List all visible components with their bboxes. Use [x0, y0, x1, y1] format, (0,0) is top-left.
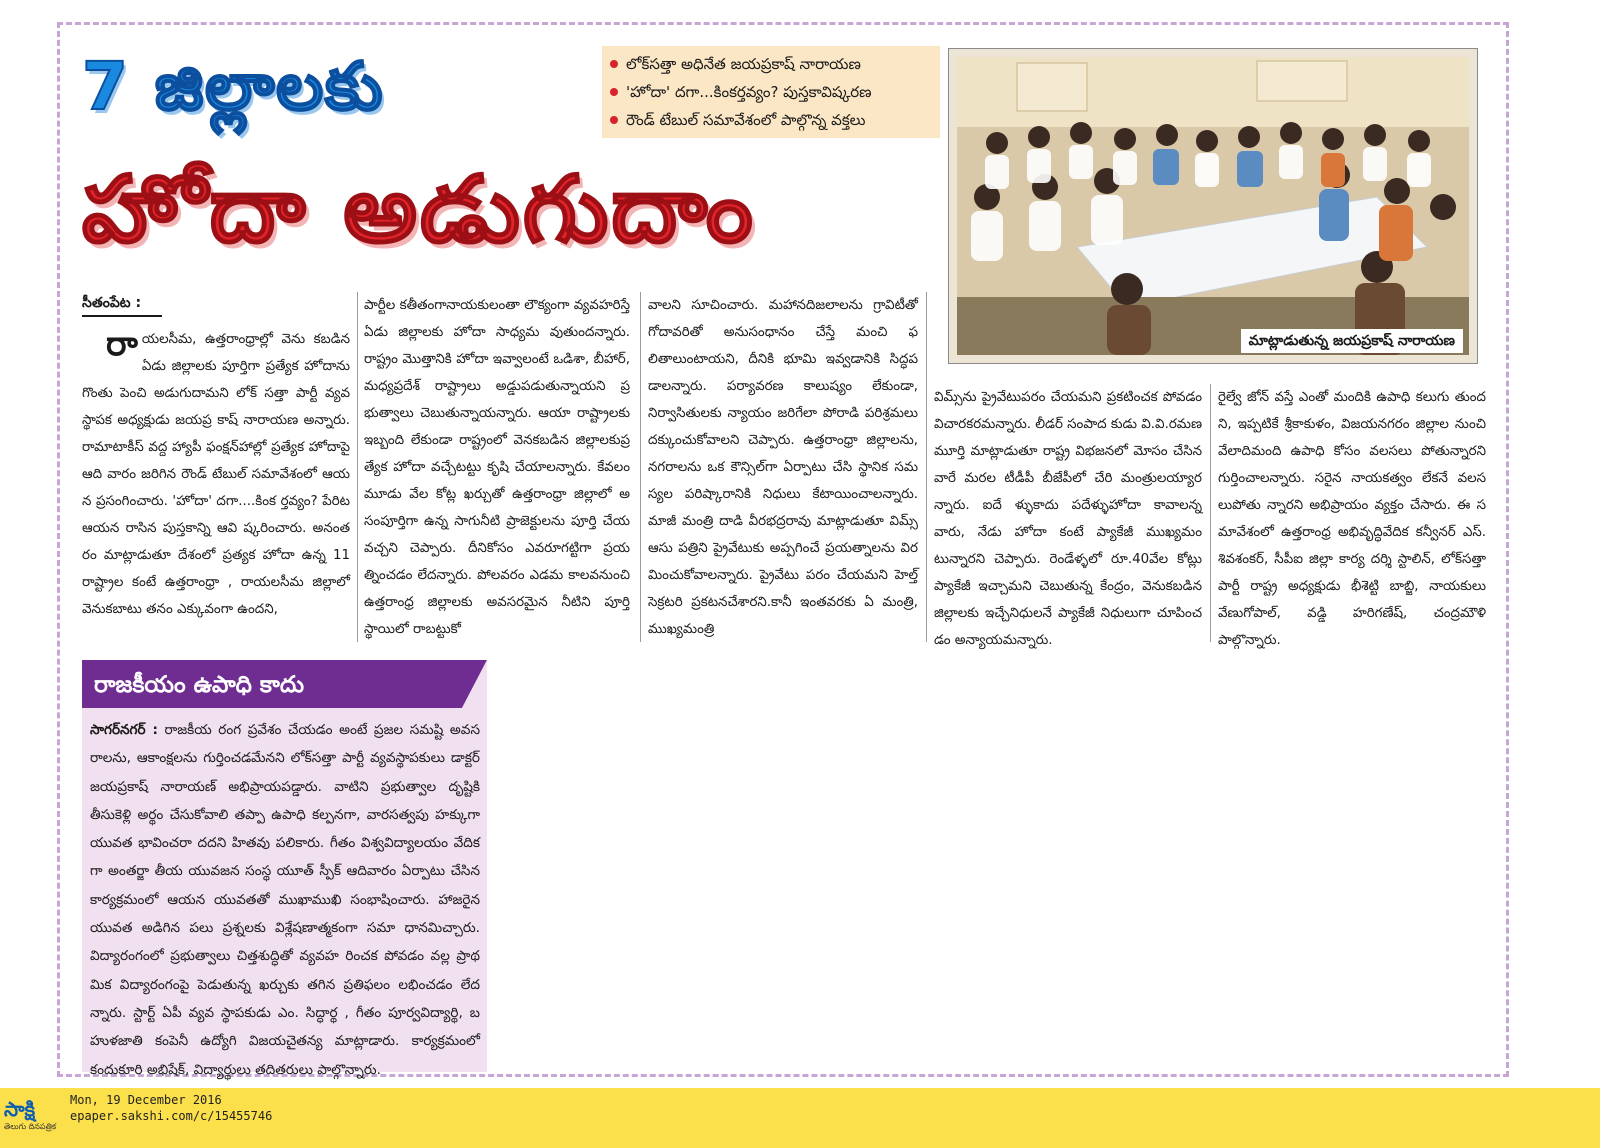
box-title: రాజకీయం ఉపాధి కాదు	[94, 672, 305, 698]
sidebar-story-box	[82, 660, 487, 1078]
box-location: సాగర్‌నగర్ :	[90, 722, 158, 738]
highlight-item	[610, 106, 932, 134]
article-column-3: వాలని సూచించారు. మహానదిజలాలను గ్రావిటీతో గోదావరితో అనుసంధానం చేస్తే మంచి ఫలితాలుంటాయని, దీనికి భూమి ఇవ్వడానికి సిద్ధపడాలన్నారు. పర్యావరణ కాలుష్యం లేకుండా, నిర్వాసితులకు న్యాయం జరిగేలా పోరాడి పరిశ్రమలు దక్కుంచుకోవాలని చెప్పారు. ఉత్తరాంధ్రా జిల్లాలను, నగరాలను ఒక కౌన్సిల్‌గా ఏర్పాటు చేసి స్థానిక సమస్యల పరిష్కారానికి నిధులు కేటాయించాలన్నారు. మాజీ మంత్రి దాడి వీరభద్రరావు మాట్లాడుతూ విమ్స్ ఆసు పత్రిని ప్రైవేటుకు అప్పగించే ప్రయత్నాలను విరమించుకోవాలన్నారు. ప్రైవేటు పరం చేయమని హెల్త్ సెక్రటరి ప్రకటనచేశారని.కానీ ఇంతవరకు ఏ మంత్రి, ముఖ్యమంత్రి	[648, 298, 918, 637]
photo-caption: మాట్లాడుతున్న జయప్రకాష్ నారాయణ	[1241, 329, 1463, 353]
bullet-icon	[610, 116, 618, 124]
highlight-item	[610, 50, 932, 78]
column-divider	[926, 292, 927, 642]
highlight-text: 'హోదా' దగా...కింకర్తవ్యం? పుస్తకావిష్కరణ	[626, 83, 872, 101]
sakshi-logo	[4, 1096, 64, 1138]
headline-line-1: 7 జిల్లాలకు	[82, 48, 385, 125]
column-divider	[640, 292, 641, 642]
article-column-4: విమ్స్‌ను ప్రైవేటుపరం చేయమని ప్రకటించక పోవడం విచారకరమన్నారు. లీడర్ సంపాద కుడు వి.వి.రమణమూర్తి మాట్లాడుతూ రాష్ట్ర విభజనలో మోసం చేసిన వారే మరల టీడీపీ బీజేపీలో చేరి మంత్రులయ్యారన్నారు. ఐదే ళ్ళుకాదు పదేళ్ళుహోదా కావాలన్న వారు, నేడు హోదా కంటే ప్యాకేజీ ముఖ్యమం టున్నారని చెప్పారు. రెండేళ్ళలో రూ.40వేల కోట్లు ప్యాకేజీ ఇచ్చామని చెబుతున్న కేంద్రం, వెనుకబడిన జిల్లాలకు ఇచ్చేనిధులనే ప్యాకేజీ నిధులుగా చూపించడం అన్యాయమన్నారు.	[934, 390, 1203, 648]
epaper-url[interactable]: epaper.sakshi.com/c/15455746	[70, 1109, 273, 1123]
column-divider	[1210, 384, 1211, 642]
logo-wordmark: సాక్షి	[4, 1097, 36, 1121]
box-body	[90, 716, 480, 1084]
column-text: యలసీమ, ఉత్తరాంధ్రాల్లో వెను కబడిన ఏడు జిల్లాలకు పూర్తిగా ప్రత్యేక హోదాను గొంతు పెంచి అడుగుదామని లోక్ సత్తా పార్టీ వ్యవస్థాపక అధ్యక్షుడు జయప్ర కాష్ నారాయణ అన్నారు. రామాటాకీస్ వద్ద హ్యాపీ ఫంక్షన్‌హాల్లో ప్రత్యేక హోదాపై ఆది వారం జరిగిన రౌండ్ టేబుల్ సమావేశంలో ఆయన ప్రసంగించారు. 'హోదా' దగా....కింక ర్తవ్యం? పేరిట ఆయన రాసిన పుస్తకాన్ని ఆవి ష్కరించారు. అనంతరం మాట్లాడుతూ దేశంలో ప్రత్యక హోదా ఉన్న 11 రాష్ట్రాల కంటే ఉత్తరాంధ్రా , రాయలసీమ జిల్లాలో వెనుకబాటు తనం ఎక్కువంగా ఉందని,	[82, 332, 350, 617]
meeting-photo-illustration	[957, 57, 1469, 355]
footer-meta	[70, 1092, 272, 1124]
article-column-5: రైల్వే జోన్ వస్తే ఎంతో మందికి ఉపాధి కలుగు తుందని, ఇప్పటికే శ్రీకాకుళం, విజయనగరం జిల్లాల నుంచి వేలాదిమంది ఉపాధి కోసం వలసలు పోతున్నారని గుర్తించాలన్నారు. సరైన నాయకత్వం లేకనే వలసలుపోతు న్నారని అభిప్రాయం వ్యక్తం చేసారు. ఈ సమావేశంలో ఉత్తరాంధ్ర అభివృద్ధివేదిక కన్వీనర్ ఎస్.శివశంకర్, సీపీఐ జిల్లా కార్య దర్శి స్టాలిన్, లోక్‌సత్తా పార్టీ రాష్ట్ర అధ్యక్షుడు భీశెట్టి బాబ్జి, నాయకులు వేణుగోపాల్, వడ్డి హరిగణేష్, చంద్రమౌళి పాల్గొన్నారు.	[1218, 390, 1486, 648]
highlight-item	[610, 78, 932, 106]
highlights-box	[602, 46, 940, 138]
publication-date: Mon, 19 December 2016	[70, 1093, 222, 1107]
box-text: రాజకీయ రంగ ప్రవేశం చేయడం అంటే ప్రజల సమష్టి అవసరాలను, ఆకాంక్షలను గుర్తించడమేనని లోక్‌సత్తా పార్టీ వ్యవస్థాపకులు డాక్టర్ జయప్రకాష్ నారాయణ్ అభిప్రాయపడ్డారు. వాటిని ప్రభుత్వాల దృష్టికి తీసుకెళ్లి అర్థం చేసుకోవాలి తప్పా ఉపాధి కల్పనగా, వారసత్వపు హక్కుగా యువత భావించరా దదని హితవు పలికారు. గీతం విశ్వవిద్యాలయం వేదికగా అంతర్జా తీయ యువజన సంస్థ యూత్ స్పీక్ ఆదివారం ఏర్పాటు చేసిన కార్యక్రమంలో ఆయన యువతతో ముఖాముఖి సంభాషించారు. హాజరైన యువత అడిగిన పలు ప్రశ్నలకు విశ్లేషణాత్మకంగా సమా ధానమిచ్చారు. విద్యారంగంలో ప్రభుత్వాలు చిత్తశుద్ధితో వ్యవహ రించక పోవడం వల్ల ప్రాథమిక విద్యారంగంపై పెడుతున్న ఖర్చుకు తగిన ప్రతిఫలం లభించడం లేదన్నారు. స్టార్ట్ ఏపీ వ్యవ స్థాపకుడు ఎం. సిద్ధార్థ , గీతం పూర్వవిద్యార్థి, బహుళజాతి కంపెనీ ఉద్యోగి విజయచైతన్య మాట్లాడారు. కార్యక్రమంలో కందుకూరి అభిషేక్, విద్యార్థులు తదితరులు పాల్గొన్నారు.	[90, 722, 480, 1078]
article-dateline: సీతంపేట :	[82, 293, 162, 317]
news-photo	[948, 48, 1478, 364]
footer-bar	[0, 1088, 1600, 1148]
article-column-2: పార్టీల కతీతంగానాయకులంతా లౌక్యంగా వ్యవహరిస్తే ఏడు జిల్లాలకు హోదా సాధ్యమ వుతుందన్నారు. రాష్ట్రం మొత్తానికి హోదా ఇవ్వాలంటే ఒడిశా, బీహార్, మధ్యప్రదేశ్ రాష్ట్రాలు అడ్డుపడుతున్నాయని ప్రభుత్వాలు చెబుతున్నాయన్నారు. ఆయా రాష్ట్రాలకు ఇబ్బంది లేకుండా రాష్ట్రంలో వెనకబడిన జిల్లాలకుప్రత్యేక హోదా వచ్చేటట్టు కృషి చేయాలన్నారు. కేవలం మూడు వేల కోట్ల ఖర్చుతో ఉత్తరాంధ్రా జిల్లాలో అసంపూర్తిగా ఉన్న సాగునీటి ప్రాజెక్టులను పూర్తి చేయ వచ్చని చెప్పారు. దీనికోసం ఎవరూగట్టిగా ప్రయత్నించడం లేదన్నారు. పోలవరం ఎడమ కాలవనుంచి ఉత్తరాంధ్ర జిల్లాలకు అవసరమైన నీటిని పూర్తి స్థాయిలో రాబట్టుకో	[364, 298, 630, 637]
article-column-1	[82, 326, 350, 623]
box-title-bar	[82, 660, 487, 712]
drop-cap: రా	[106, 324, 138, 364]
highlight-text: లోక్‌సత్తా అధినేత జయప్రకాష్ నారాయణ	[626, 55, 861, 73]
highlight-text: రౌండ్ టేబుల్ సమావేశంలో పాల్గొన్న వక్తలు	[626, 111, 866, 129]
headline-line-2: హోదా అడుగుదాం	[82, 156, 756, 263]
bullet-icon	[610, 60, 618, 68]
column-divider	[357, 292, 358, 642]
logo-subtitle: తెలుగు దినపత్రిక	[4, 1122, 57, 1131]
bullet-icon	[610, 88, 618, 96]
